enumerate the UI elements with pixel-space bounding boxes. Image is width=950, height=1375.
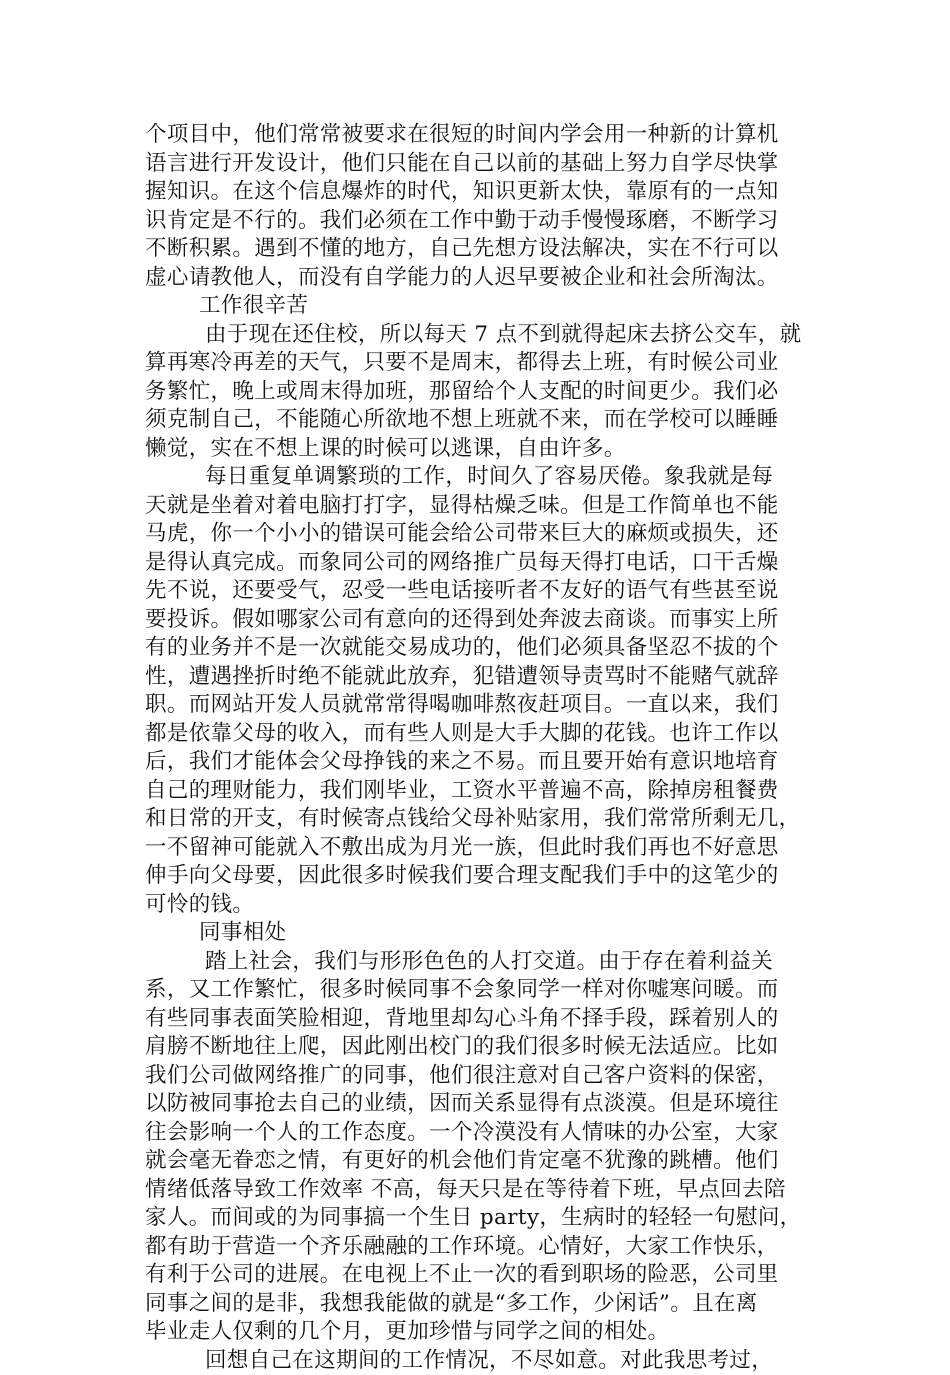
text-line: 天就是坐着对着电脑打打字，显得枯燥乏味。但是工作简单也不能 (145, 492, 810, 521)
text-line: 识肯定是不行的。我们必须在工作中勤于动手慢慢琢磨，不断学习 (145, 207, 810, 236)
text-line: 系，又工作繁忙，很多时候同事不会象同学一样对你嘘寒问暖。而 (145, 976, 810, 1005)
section-heading: 工作很辛苦 (145, 292, 810, 321)
text-line: 情绪低落导致工作效率 不高，每天只是在等待着下班，早点回去陪 (145, 1176, 810, 1205)
text-line: 自己的理财能力，我们刚毕业，工资水平普遍不高，除掉房租餐费 (145, 777, 810, 806)
text-line: 有利于公司的进展。在电视上不止一次的看到职场的险恶，公司里 (145, 1261, 810, 1290)
text-line: 有些同事表面笑脸相迎，背地里却勾心斗角不择手段，踩着别人的 (145, 1005, 810, 1034)
text-line: 以防被同事抢去自己的业绩，因而关系显得有点淡漠。但是环境往 (145, 1090, 810, 1119)
text-line: 须克制自己，不能随心所欲地不想上班就不来，而在学校可以睡睡 (145, 406, 810, 435)
text-line: 语言进行开发设计，他们只能在自己以前的基础上努力自学尽快掌 (145, 150, 810, 179)
text-line: 往会影响一个人的工作态度。一个冷漠没有人情味的办公室，大家 (145, 1119, 810, 1148)
text-line: 由于现在还住校，所以每天 7 点不到就得起床去挤公交车，就 (145, 321, 810, 350)
text-line: 职。而网站开发人员就常常得喝咖啡熬夜赶项目。一直以来，我们 (145, 691, 810, 720)
text-line: 伸手向父母要，因此很多时候我们要合理支配我们手中的这笔少的 (145, 862, 810, 891)
text-line: 性，遭遇挫折时绝不能就此放弃，犯错遭领导责骂时不能赌气就辞 (145, 663, 810, 692)
section-heading: 同事相处 (145, 919, 810, 948)
text-line: 有的业务并不是一次就能交易成功的，他们必须具备坚忍不拔的个 (145, 634, 810, 663)
text-line: 每日重复单调繁琐的工作，时间久了容易厌倦。象我就是每 (145, 463, 810, 492)
text-line: 是得认真完成。而象同公司的网络推广员每天得打电话，口干舌燥 (145, 549, 810, 578)
text-line: 握知识。在这个信息爆炸的时代，知识更新太快，靠原有的一点知 (145, 178, 810, 207)
text-line: 就会毫无眷恋之情，有更好的机会他们肯定毫不犹豫的跳槽。他们 (145, 1147, 810, 1176)
text-line: 先不说，还要受气，忍受一些电话接听者不友好的语气有些甚至说 (145, 577, 810, 606)
text-line: 马虎，你一个小小的错误可能会给公司带来巨大的麻烦或损失，还 (145, 520, 810, 549)
text-line: 都有助于营造一个齐乐融融的工作环境。心情好，大家工作快乐， (145, 1233, 810, 1262)
text-line: 家人。而间或的为同事搞一个生日 party，生病时的轻轻一句慰问， (145, 1204, 810, 1233)
text-line: 后，我们才能体会父母挣钱的来之不易。而且要开始有意识地培育 (145, 748, 810, 777)
text-line: 算再寒冷再差的天气，只要不是周末，都得去上班，有时候公司业 (145, 349, 810, 378)
text-line: 同事之间的是非，我想我能做的就是“多工作，少闲话”。且在离 (145, 1290, 810, 1319)
text-line: 我们公司做网络推广的同事，他们很注意对自己客户资料的保密， (145, 1062, 810, 1091)
text-line: 毕业走人仅剩的几个月，更加珍惜与同学之间的相处。 (145, 1318, 810, 1347)
text-line: 回想自己在这期间的工作情况，不尽如意。对此我思考过， (145, 1347, 810, 1375)
text-line: 务繁忙，晚上或周末得加班，那留给个人支配的时间更少。我们必 (145, 378, 810, 407)
text-line: 一不留神可能就入不敷出成为月光一族，但此时我们再也不好意思 (145, 834, 810, 863)
text-line: 要投诉。假如哪家公司有意向的还得到处奔波去商谈。而事实上所 (145, 606, 810, 635)
text-line: 虚心请教他人，而没有自学能力的人迟早要被企业和社会所淘汰。 (145, 264, 810, 293)
text-line: 个项目中，他们常常被要求在很短的时间内学会用一种新的计算机 (145, 121, 810, 150)
text-line: 懒觉，实在不想上课的时候可以逃课，自由许多。 (145, 435, 810, 464)
text-line: 可怜的钱。 (145, 891, 810, 920)
text-line: 和日常的开支，有时候寄点钱给父母补贴家用，我们常常所剩无几， (145, 805, 810, 834)
text-line: 不断积累。遇到不懂的地方，自己先想方设法解决，实在不行可以 (145, 235, 810, 264)
text-line: 踏上社会，我们与形形色色的人打交道。由于存在着利益关 (145, 948, 810, 977)
text-line: 肩膀不断地往上爬，因此刚出校门的我们很多时候无法适应。比如 (145, 1033, 810, 1062)
text-line: 都是依靠父母的收入，而有些人则是大手大脚的花钱。也许工作以 (145, 720, 810, 749)
document-page (145, 121, 810, 1375)
